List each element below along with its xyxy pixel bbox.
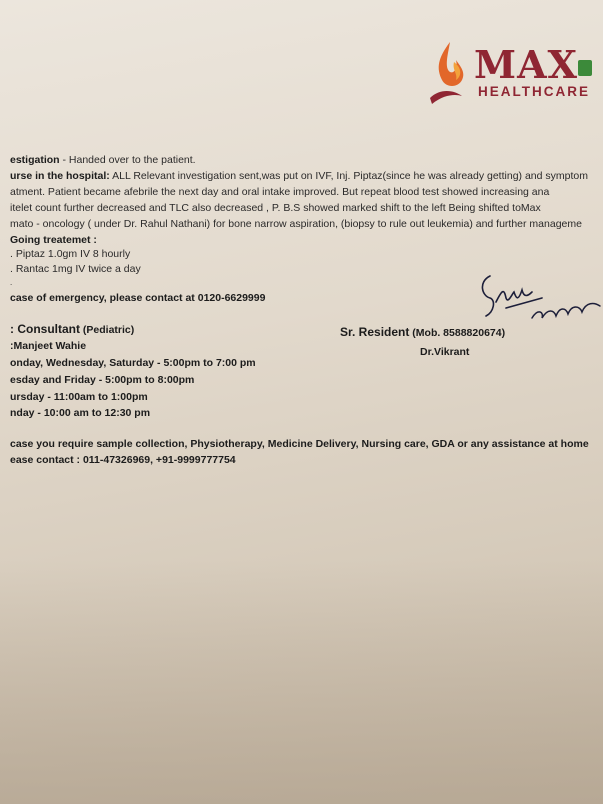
consultant-name: :Manjeet Wahie — [10, 340, 87, 352]
brand-square-icon — [578, 60, 592, 76]
medication-2: . Rantac 1mg IV twice a day — [10, 263, 141, 275]
medication-1: . Piptaz 1.0gm IV 8 hourly — [10, 248, 131, 260]
schedule-row: esday and Friday - 5:00pm to 8:00pm — [10, 374, 195, 386]
handwritten-signature — [472, 268, 603, 338]
schedule-row: nday - 10:00 am to 12:30 pm — [10, 407, 151, 419]
brand-tagline: HEALTHCARE — [478, 84, 590, 99]
course-line — [10, 170, 588, 182]
resident-mobile: (Mob. 8588820674) — [412, 327, 506, 339]
course-text: ALL Relevant investigation sent,was put on IVF, Inj. Piptaz(since he was already getting) and symptom — [109, 170, 588, 182]
max-healthcare-logo — [428, 38, 603, 110]
course-label: urse in the hospital: — [10, 170, 110, 182]
services-contact: ease contact : 011-47326969, +91-9999777754 — [10, 454, 236, 466]
treatment-line: atment. Patient became afebrile the next day and oral intake improved. But repeat blood test showed increasing ana — [10, 186, 550, 198]
emergency-contact: case of emergency, please contact at 0120-6629999 — [10, 292, 266, 304]
ongoing-label: Going treatemet : — [10, 234, 97, 246]
schedule-row: onday, Wednesday, Saturday - 5:00pm to 7:00 pm — [10, 357, 256, 369]
hemato-line: mato - oncology ( under Dr. Rahul Nathani) for bone narrow aspiration, (biopsy to rule out leukemia) and further manageme — [10, 218, 582, 230]
schedule-row: ursday - 11:00am to 1:00pm — [10, 391, 148, 403]
investigation-label: estigation — [10, 154, 60, 166]
consultant-heading — [10, 322, 134, 336]
investigation-text: - Handed over to the patient. — [59, 154, 196, 166]
consultant-title: : Consultant — [10, 322, 80, 336]
resident-title: Sr. Resident — [340, 325, 410, 339]
investigation-line — [10, 154, 196, 166]
services-line: case you require sample collection, Physiotherapy, Medicine Delivery, Nursing care, GDA or any assistance at home — [10, 438, 589, 450]
platelet-line: itelet count further decreased and TLC also decreased , P. B.S showed marked shift to the left Being shifted toMax — [10, 202, 541, 214]
bullet-3: . — [10, 278, 13, 287]
flame-icon — [428, 38, 476, 108]
consultant-specialty: (Pediatric) — [82, 324, 135, 336]
brand-name: MAX — [474, 42, 579, 87]
resident-name: Dr.Vikrant — [420, 346, 470, 358]
page-shadow — [0, 560, 603, 804]
